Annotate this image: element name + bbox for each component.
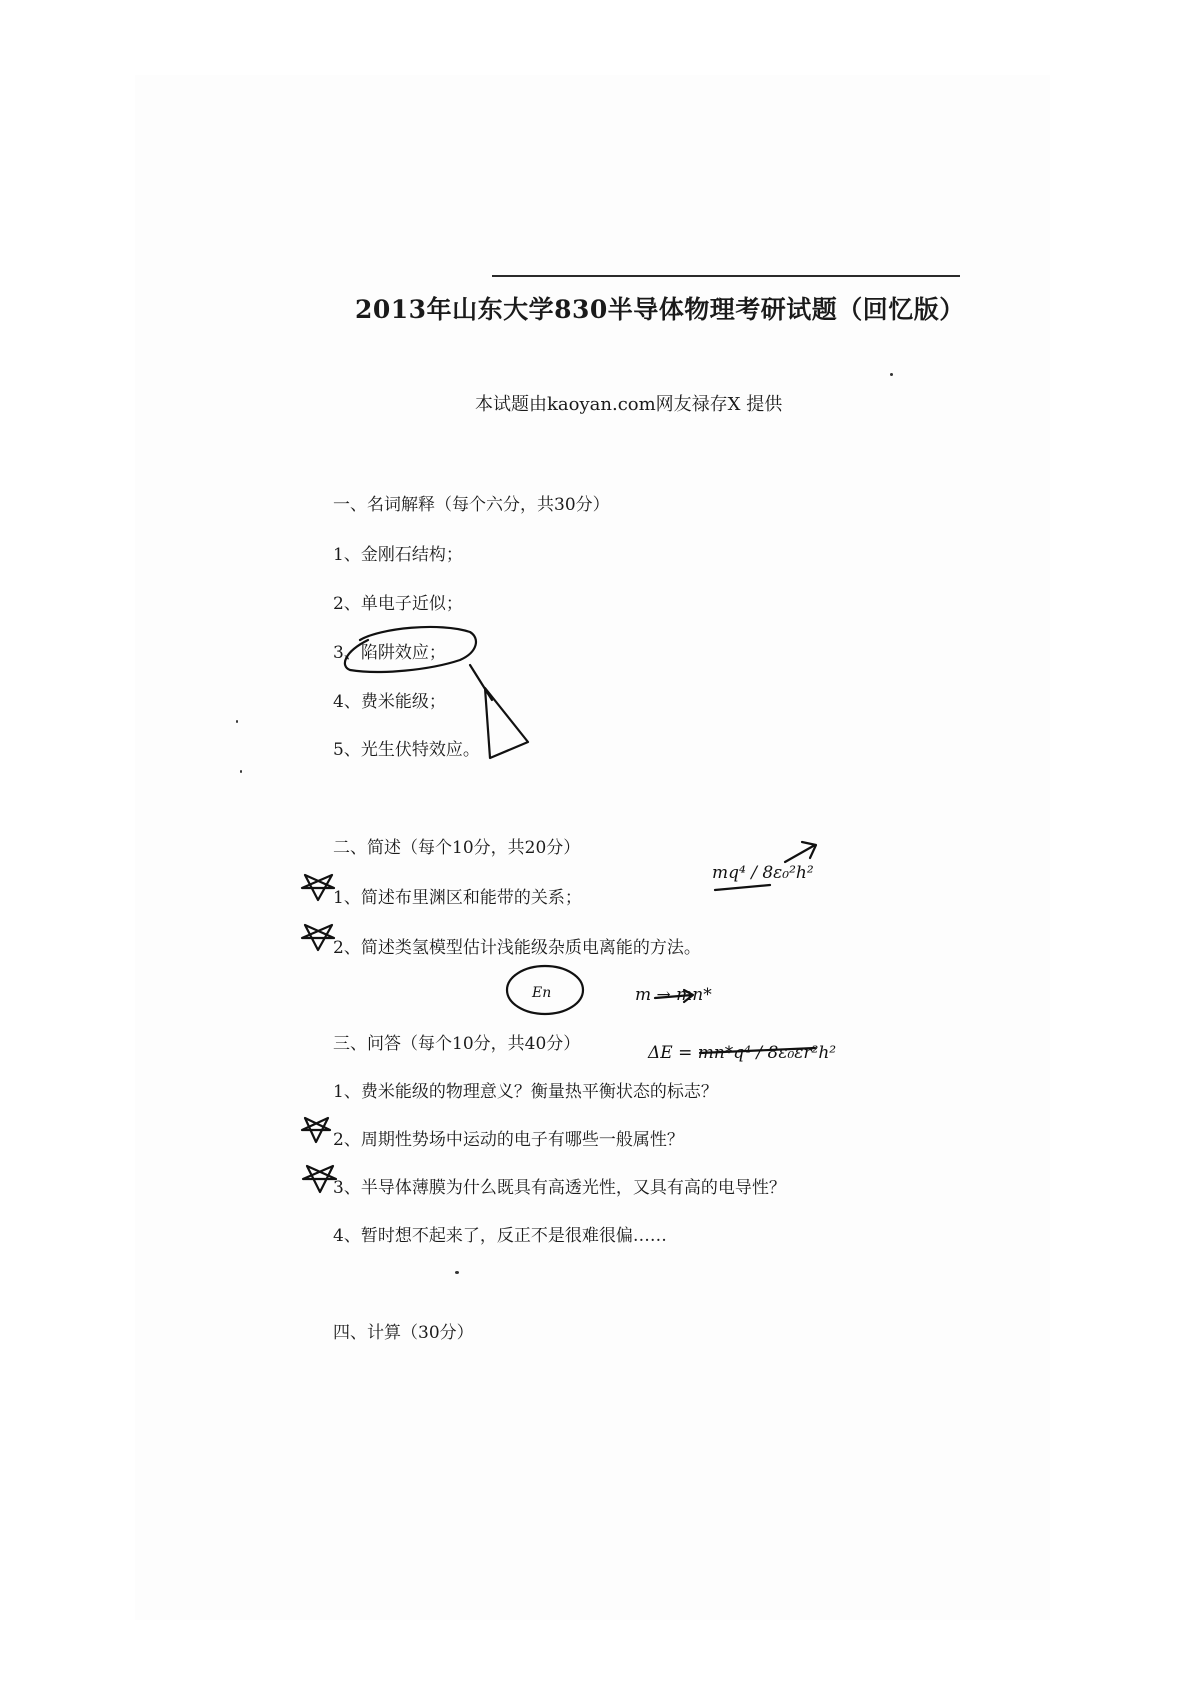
section-heading: 二、简述（每个10分，共20分） (333, 838, 581, 858)
document-subtitle: 本试题由kaoyan.com网友禄存X 提供 (475, 394, 783, 415)
question-item: 4、费米能级； (333, 692, 446, 712)
question-item: 1、费米能级的物理意义？衡量热平衡状态的标志？ (333, 1082, 718, 1102)
section-heading: 三、问答（每个10分，共40分） (333, 1034, 581, 1054)
document-title: 2013年山东大学830半导体物理考研试题（回忆版） (355, 295, 965, 324)
question-item: 4、暂时想不起来了，反正不是很难很偏…… (333, 1226, 667, 1246)
question-item: 2、周期性势场中运动的电子有哪些一般属性？ (333, 1130, 684, 1150)
scan-speck (890, 373, 893, 376)
handwritten-text: m → mn* (635, 985, 712, 1005)
question-item: 3、半导体薄膜为什么既具有高透光性，又具有高的电导性？ (333, 1178, 786, 1198)
question-item: 5、光生伏特效应。 (333, 740, 480, 760)
scan-speck (236, 720, 238, 723)
question-item: 3、陷阱效应； (333, 643, 446, 663)
section-heading: 一、名词解释（每个六分，共30分） (333, 495, 610, 515)
question-item: 1、金刚石结构； (333, 545, 463, 565)
section-heading: 四、计算（30分） (333, 1323, 474, 1343)
question-item: 1、简述布里渊区和能带的关系； (333, 888, 582, 908)
question-item: 2、简述类氢模型估计浅能级杂质电离能的方法。 (333, 938, 701, 958)
handwritten-text: En (532, 985, 552, 1001)
question-item: 2、单电子近似； (333, 594, 463, 614)
header-rule (492, 275, 960, 277)
scan-speck (240, 770, 242, 773)
handwritten-text: mq⁴ / 8ε₀²h² (712, 863, 814, 883)
scan-speck (455, 1271, 459, 1274)
handwritten-text: ΔE = mn*q⁴ / 8ε₀εr²h² (648, 1043, 837, 1063)
